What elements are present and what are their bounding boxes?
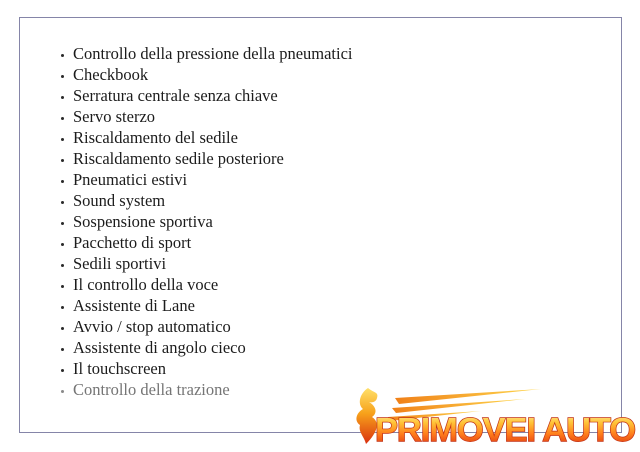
bullet-icon (61, 264, 64, 267)
list-item (61, 295, 353, 316)
list-item (61, 253, 353, 274)
bullet-icon (61, 222, 64, 225)
list-item-muted (61, 379, 353, 400)
primovei-auto-logo (343, 385, 639, 451)
list-item (61, 85, 353, 106)
bullet-icon (61, 75, 64, 78)
bullet-icon (61, 96, 64, 99)
bullet-icon (61, 285, 64, 288)
bullet-icon (61, 327, 64, 330)
list-item (61, 337, 353, 358)
feature-list (61, 43, 353, 400)
bullet-icon (61, 159, 64, 162)
feature-label: Serratura centrale senza chiave (73, 85, 278, 105)
list-item (61, 127, 353, 148)
list-item (61, 316, 353, 337)
feature-label: Controllo della pressione della pneumatici (73, 43, 353, 63)
feature-label: Pacchetto di sport (73, 232, 192, 252)
list-item (61, 169, 353, 190)
feature-label: Riscaldamento del sedile (73, 127, 238, 147)
bullet-icon (61, 138, 64, 141)
feature-label: Servo sterzo (73, 106, 156, 126)
feature-label: Checkbook (73, 64, 149, 84)
list-item (61, 232, 353, 253)
logo-text: PRIMOVEI AUTO (375, 411, 636, 448)
list-item (61, 358, 353, 379)
feature-label: Assistente di Lane (73, 295, 195, 315)
feature-label: Il touchscreen (73, 358, 166, 378)
bullet-icon (61, 201, 64, 204)
bullet-icon (61, 348, 64, 351)
list-item (61, 148, 353, 169)
list-item (61, 43, 353, 64)
list-item (61, 274, 353, 295)
feature-label: Pneumatici estivi (73, 169, 188, 189)
feature-label: Avvio / stop automatico (73, 316, 231, 336)
feature-label: Sospensione sportiva (73, 211, 213, 231)
feature-label: Sedili sportivi (73, 253, 167, 273)
feature-label: Controllo della trazione (73, 379, 230, 399)
list-item (61, 211, 353, 232)
bullet-icon (61, 390, 64, 393)
bullet-icon (61, 117, 64, 120)
feature-label: Il controllo della voce (73, 274, 219, 294)
list-item (61, 64, 353, 85)
bullet-icon (61, 306, 64, 309)
list-item (61, 106, 353, 127)
feature-label: Sound system (73, 190, 166, 210)
bullet-icon (61, 180, 64, 183)
feature-label: Riscaldamento sedile posteriore (73, 148, 284, 168)
bullet-icon (61, 54, 64, 57)
feature-label: Assistente di angolo cieco (73, 337, 246, 357)
list-item (61, 190, 353, 211)
bullet-icon (61, 243, 64, 246)
bullet-icon (61, 369, 64, 372)
